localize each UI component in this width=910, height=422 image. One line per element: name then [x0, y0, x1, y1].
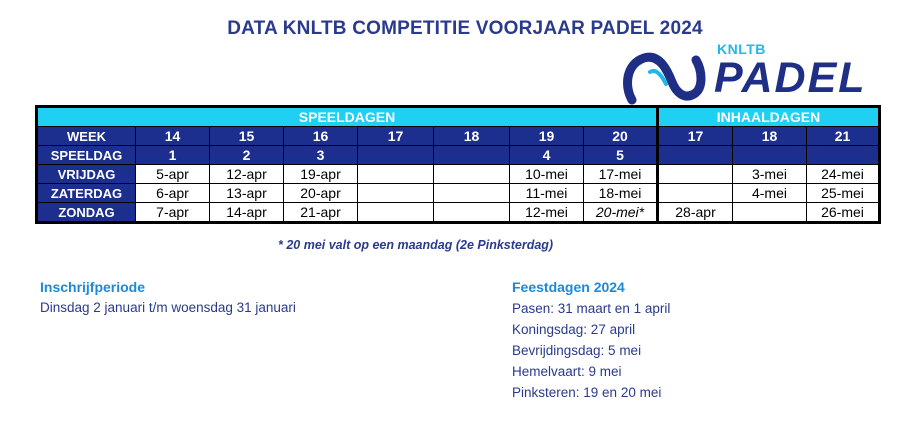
speeldag-row [37, 146, 880, 165]
date-cell: 6-apr [136, 184, 210, 203]
row-label: ZONDAG [37, 203, 136, 223]
row-label: WEEK [37, 127, 136, 146]
date-cell: 17-mei [584, 165, 658, 184]
inhaaldagen-header: INHAALDAGEN [658, 107, 880, 127]
logo-padel-text: PADEL [714, 54, 867, 102]
logo-knltb-text: KNLTB [717, 41, 766, 57]
schedule-table [35, 105, 881, 224]
date-cell: 13-apr [210, 184, 284, 203]
speeldag-cell: 2 [210, 146, 284, 165]
date-cell: 7-apr [136, 203, 210, 223]
speeldag-cell: 5 [584, 146, 658, 165]
date-cell: 5-apr [136, 165, 210, 184]
date-cell: 20-apr [284, 184, 358, 203]
row-label: VRIJDAG [37, 165, 136, 184]
date-cell [434, 165, 510, 184]
speeldag-cell [658, 146, 733, 165]
date-cell: 10-mei [510, 165, 584, 184]
speeldag-cell: 3 [284, 146, 358, 165]
zaterdag-row [37, 184, 880, 203]
week-cell: 21 [807, 127, 880, 146]
feestdag-item: Bevrijdingsdag: 5 mei [512, 343, 642, 358]
week-cell: 15 [210, 127, 284, 146]
date-cell: 21-apr [284, 203, 358, 223]
speeldag-cell [733, 146, 807, 165]
week-cell: 17 [358, 127, 434, 146]
date-cell: 3-mei [733, 165, 807, 184]
feestdagen-heading: Feestdagen 2024 [512, 279, 625, 295]
vrijdag-row [37, 165, 880, 184]
knltb-padel-logo [622, 41, 867, 106]
feestdag-item: Pasen: 31 maart en 1 april [512, 301, 671, 316]
page-title: DATA KNLTB COMPETITIE VOORJAAR PADEL 2024 [227, 18, 703, 39]
speeldagen-header: SPEELDAGEN [37, 107, 658, 127]
date-cell: 12-apr [210, 165, 284, 184]
feestdag-item: Pinksteren: 19 en 20 mei [512, 385, 662, 400]
week-cell: 14 [136, 127, 210, 146]
feestdag-item: Koningsdag: 27 april [512, 322, 636, 337]
date-cell [358, 165, 434, 184]
inschrijf-text: Dinsdag 2 januari t/m woensdag 31 januari [40, 300, 296, 315]
speeldag-cell [358, 146, 434, 165]
date-cell [658, 184, 733, 203]
date-cell: 14-apr [210, 203, 284, 223]
week-cell: 18 [434, 127, 510, 146]
week-cell: 17 [658, 127, 733, 146]
date-cell-footnoted: 20-mei* [584, 203, 658, 223]
date-cell [358, 184, 434, 203]
week-cell: 20 [584, 127, 658, 146]
row-label: ZATERDAG [37, 184, 136, 203]
week-row [37, 127, 880, 146]
date-cell [358, 203, 434, 223]
speeldag-cell: 1 [136, 146, 210, 165]
speeldag-cell [434, 146, 510, 165]
group-header-row [37, 107, 880, 127]
speeldag-cell: 4 [510, 146, 584, 165]
date-cell [658, 165, 733, 184]
date-cell: 11-mei [510, 184, 584, 203]
date-cell: 24-mei [807, 165, 880, 184]
date-cell: 19-apr [284, 165, 358, 184]
inschrijf-heading: Inschrijfperiode [40, 279, 146, 295]
padel-wave-icon [622, 50, 712, 108]
zondag-row [37, 203, 880, 223]
feestdag-item: Hemelvaart: 9 mei [512, 364, 622, 379]
date-cell: 26-mei [807, 203, 880, 223]
date-cell: 12-mei [510, 203, 584, 223]
date-cell [434, 203, 510, 223]
table-footnote: * 20 mei valt op een maandag (2e Pinksterdag) [278, 238, 554, 252]
date-cell [733, 203, 807, 223]
date-cell: 4-mei [733, 184, 807, 203]
date-cell: 18-mei [584, 184, 658, 203]
date-cell [434, 184, 510, 203]
week-cell: 18 [733, 127, 807, 146]
week-cell: 16 [284, 127, 358, 146]
speeldag-cell [807, 146, 880, 165]
date-cell: 25-mei [807, 184, 880, 203]
row-label: SPEELDAG [37, 146, 136, 165]
date-cell: 28-apr [658, 203, 733, 223]
week-cell: 19 [510, 127, 584, 146]
